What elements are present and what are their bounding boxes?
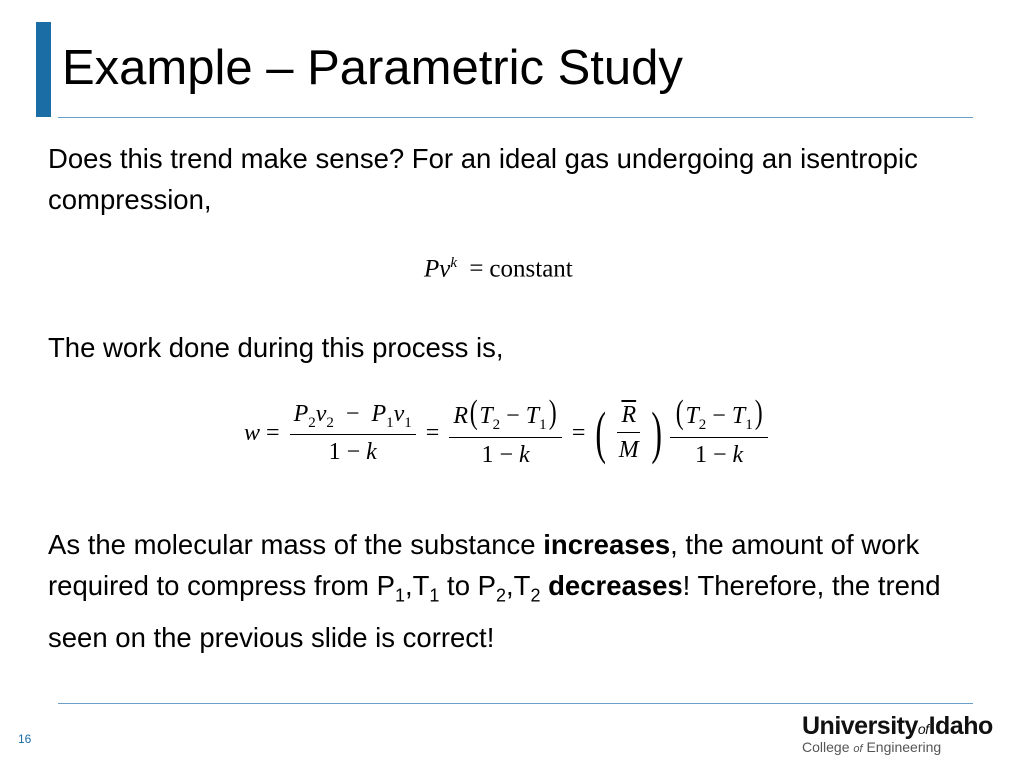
eq2-w: w xyxy=(244,419,261,446)
eq2-p1: P xyxy=(371,400,387,427)
slide-number: 16 xyxy=(18,732,32,746)
footer-divider xyxy=(58,703,973,704)
eq2-d1-one: 1 xyxy=(328,439,341,466)
eq2-equals-3: = xyxy=(571,419,586,446)
logo-of-2: of xyxy=(853,743,863,755)
logo-university-line xyxy=(802,712,1014,741)
title-accent-bar xyxy=(36,22,51,117)
eq2-big-lparen: ( xyxy=(595,400,607,466)
eq1-v: v xyxy=(439,255,451,283)
eq2-d4-one: 1 xyxy=(694,441,707,468)
logo-college-line xyxy=(802,739,1014,755)
eq2-equals-1: = xyxy=(266,419,280,446)
eq1-k: k xyxy=(450,255,458,271)
eq2-n4-T2: T xyxy=(685,403,699,429)
eq2-minus-1: − xyxy=(345,400,360,427)
eq2-d2-k: k xyxy=(519,441,530,468)
logo-engineering: Engineering xyxy=(866,739,942,755)
equation-isentropic xyxy=(424,255,573,283)
eq2-d1-minus: − xyxy=(346,439,361,466)
eq2-fraction-1 xyxy=(290,401,416,467)
eq2-n2-T2: T xyxy=(479,403,493,429)
eq2-n2-T1: T xyxy=(525,403,540,429)
eq2-d4-minus: − xyxy=(712,441,727,468)
eq2-d2-minus: − xyxy=(499,441,514,468)
eq2-n2-lparen: ( xyxy=(469,394,478,431)
eq2-p2-sub: 2 xyxy=(308,414,316,431)
eq2-n4-T2-sub: 2 xyxy=(698,416,707,433)
eq2-n2-R: R xyxy=(453,403,468,429)
eq2-p1-sub: 1 xyxy=(386,414,394,431)
eq2-fraction-3 xyxy=(615,402,643,464)
eq2-n2-T2-sub: 2 xyxy=(492,416,501,433)
university-logo xyxy=(802,712,1014,755)
eq2-v2: v xyxy=(315,400,327,427)
equation-work xyxy=(244,394,772,469)
p3-decreases: decreases xyxy=(548,570,683,601)
eq2-fraction-4 xyxy=(670,394,768,469)
eq2-big-rparen: ) xyxy=(651,400,662,466)
eq2-n2-T1-sub: 1 xyxy=(539,416,547,433)
eq2-n2-minus: − xyxy=(506,403,520,429)
eq2-n2-rparen: ) xyxy=(548,394,557,431)
eq2-v1-sub: 1 xyxy=(404,414,412,431)
eq1-equals: = xyxy=(469,255,484,283)
p3-text-d: ,T xyxy=(404,570,430,601)
eq1-constant: constant xyxy=(489,255,573,283)
eq1-P: P xyxy=(424,255,440,283)
paragraph-conclusion xyxy=(48,524,968,658)
eq2-n4-lparen: ( xyxy=(675,394,684,431)
logo-university: University xyxy=(802,712,918,740)
eq2-n4-T1-sub: 1 xyxy=(745,416,753,433)
p3-text-c: , the amount of work required to compress from P xyxy=(48,529,920,601)
p3-text-a: As the molecular mass of the substance xyxy=(48,529,544,560)
eq2-fraction-2 xyxy=(449,394,562,469)
paragraph-work: The work done during this process is, xyxy=(48,332,504,363)
eq2-n4-minus: − xyxy=(712,403,726,429)
title-divider xyxy=(58,117,973,118)
eq2-d3-M: M xyxy=(618,437,639,464)
eq2-d1-k: k xyxy=(366,439,377,466)
p3-text-e: to P xyxy=(439,570,496,601)
p3-sub-t1: 1 xyxy=(429,585,440,606)
p3-text-f: ,T xyxy=(506,570,531,601)
eq2-d2-one: 1 xyxy=(481,441,494,468)
logo-of: of xyxy=(917,721,929,737)
eq2-n4-T1: T xyxy=(731,403,746,429)
logo-college: College xyxy=(802,739,850,755)
eq2-v2-sub: 2 xyxy=(326,414,334,431)
eq2-equals-2: = xyxy=(425,419,440,446)
eq2-p2: P xyxy=(293,400,309,427)
p3-text-i: ! Therefore, the trend seen on the previous slide is correct! xyxy=(48,570,941,653)
eq2-n4-rparen: ) xyxy=(754,394,763,431)
slide-title: Example – Parametric Study xyxy=(62,41,683,95)
p3-text-g xyxy=(540,570,548,601)
p3-sub-p2: 2 xyxy=(495,585,506,606)
p3-increases: increases xyxy=(543,529,671,560)
eq2-d4-k: k xyxy=(732,441,744,468)
eq2-v1: v xyxy=(393,400,405,427)
paragraph-intro: Does this trend make sense? For an ideal gas undergoing an isentropic compression, xyxy=(48,143,918,215)
eq2-n3-Rbar: $\overline{R}$ xyxy=(621,402,637,429)
p3-sub-t2: 2 xyxy=(530,585,541,606)
p3-sub-p1: 1 xyxy=(394,585,405,606)
logo-idaho: Idaho xyxy=(928,712,993,740)
